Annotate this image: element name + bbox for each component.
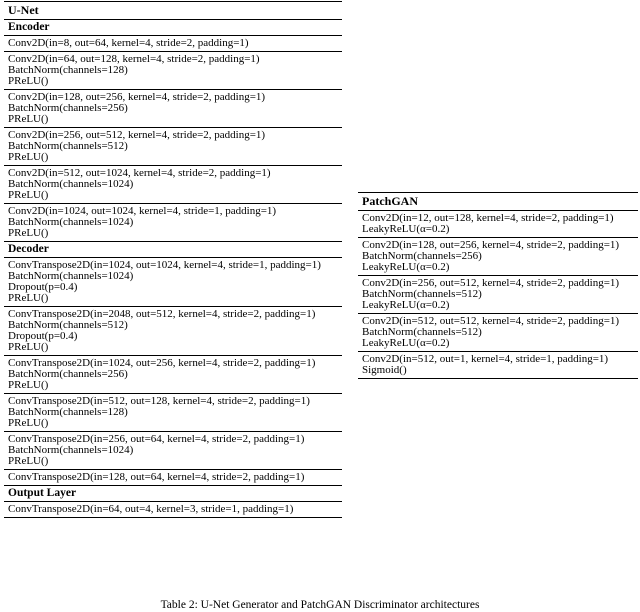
encoder-header: Encoder bbox=[4, 20, 342, 36]
decoder-blocks bbox=[4, 258, 342, 485]
layer-block bbox=[4, 258, 342, 307]
layer-line: BatchNorm(channels=128) bbox=[8, 406, 128, 418]
layer-line: Conv2D(in=256, out=512, kernel=4, stride=2, padding=1) bbox=[8, 129, 266, 141]
layer-block bbox=[4, 356, 342, 394]
layer-block bbox=[358, 352, 638, 378]
layer-line: PReLU() bbox=[8, 341, 49, 353]
layer-line: ConvTranspose2D(in=1024, out=1024, kernel=4, stride=1, padding=1) bbox=[8, 259, 321, 271]
layer-line: ConvTranspose2D(in=512, out=128, kernel=4, stride=2, padding=1) bbox=[8, 395, 310, 407]
table-caption: Table 2: U-Net Generator and PatchGAN Discriminator architectures bbox=[160, 599, 480, 611]
layer-line: ConvTranspose2D(in=128, out=64, kernel=4, stride=2, padding=1) bbox=[8, 471, 305, 483]
layer-block bbox=[4, 36, 342, 52]
layer-line: PReLU() bbox=[8, 379, 49, 391]
layer-line: BatchNorm(channels=128) bbox=[8, 64, 128, 76]
layer-block bbox=[358, 276, 638, 314]
layer-block bbox=[4, 52, 342, 90]
layer-line: Sigmoid() bbox=[362, 364, 407, 376]
patchgan-table bbox=[358, 192, 638, 379]
layer-line: Conv2D(in=8, out=64, kernel=4, stride=2, padding=1) bbox=[8, 37, 249, 49]
layer-line: Conv2D(in=256, out=512, kernel=4, stride=2, padding=1) bbox=[362, 277, 620, 289]
layer-block bbox=[358, 314, 638, 352]
layer-line: Conv2D(in=64, out=128, kernel=4, stride=2, padding=1) bbox=[8, 53, 260, 65]
decoder-header: Decoder bbox=[4, 241, 342, 258]
layer-line: PReLU() bbox=[8, 75, 49, 87]
layer-block bbox=[4, 90, 342, 128]
layer-line: BatchNorm(channels=256) bbox=[362, 250, 482, 262]
layer-line: PReLU() bbox=[8, 227, 49, 239]
layer-line: PReLU() bbox=[8, 113, 49, 125]
layer-block bbox=[358, 211, 638, 238]
patchgan-title: PatchGAN bbox=[358, 193, 638, 211]
layer-line: LeakyReLU(α=0.2) bbox=[362, 337, 450, 349]
layer-line: Conv2D(in=12, out=128, kernel=4, stride=2, padding=1) bbox=[362, 212, 614, 224]
layer-line: PReLU() bbox=[8, 455, 49, 467]
layer-block bbox=[4, 502, 342, 517]
unet-table bbox=[4, 1, 342, 518]
layer-line: LeakyReLU(α=0.2) bbox=[362, 261, 450, 273]
layer-line: PReLU() bbox=[8, 292, 49, 304]
layer-line: LeakyReLU(α=0.2) bbox=[362, 299, 450, 311]
unet-title: U-Net bbox=[4, 2, 342, 20]
layer-line: ConvTranspose2D(in=256, out=64, kernel=4, stride=2, padding=1) bbox=[8, 433, 305, 445]
layer-line: BatchNorm(channels=512) bbox=[8, 319, 128, 331]
layer-line: PReLU() bbox=[8, 151, 49, 163]
patchgan-blocks bbox=[358, 211, 638, 378]
layer-line: ConvTranspose2D(in=64, out=4, kernel=3, stride=1, padding=1) bbox=[8, 503, 294, 515]
layer-line: Dropout(p=0.4) bbox=[8, 330, 78, 342]
layer-line: BatchNorm(channels=512) bbox=[8, 140, 128, 152]
output-layer-header: Output Layer bbox=[4, 485, 342, 502]
layer-line: Conv2D(in=512, out=1024, kernel=4, stride=2, padding=1) bbox=[8, 167, 271, 179]
layer-line: Conv2D(in=128, out=256, kernel=4, stride=2, padding=1) bbox=[362, 239, 620, 251]
layer-line: Conv2D(in=512, out=512, kernel=4, stride=2, padding=1) bbox=[362, 315, 620, 327]
layer-block bbox=[4, 204, 342, 241]
layer-block bbox=[4, 432, 342, 470]
layer-block bbox=[4, 394, 342, 432]
layer-line: ConvTranspose2D(in=1024, out=256, kernel=4, stride=2, padding=1) bbox=[8, 357, 316, 369]
layer-line: Conv2D(in=512, out=1, kernel=4, stride=1, padding=1) bbox=[362, 353, 609, 365]
layer-line: BatchNorm(channels=256) bbox=[8, 368, 128, 380]
layer-block bbox=[4, 128, 342, 166]
layer-block bbox=[4, 166, 342, 204]
layer-line: LeakyReLU(α=0.2) bbox=[362, 223, 450, 235]
layer-line: BatchNorm(channels=1024) bbox=[8, 270, 134, 282]
layer-line: BatchNorm(channels=256) bbox=[8, 102, 128, 114]
layer-line: BatchNorm(channels=1024) bbox=[8, 178, 134, 190]
layer-line: BatchNorm(channels=1024) bbox=[8, 216, 134, 228]
layer-line: Conv2D(in=128, out=256, kernel=4, stride=2, padding=1) bbox=[8, 91, 266, 103]
encoder-blocks bbox=[4, 36, 342, 241]
layer-block bbox=[4, 307, 342, 356]
layer-block bbox=[358, 238, 638, 276]
output-blocks bbox=[4, 502, 342, 517]
layer-line: BatchNorm(channels=512) bbox=[362, 326, 482, 338]
layer-line: PReLU() bbox=[8, 417, 49, 429]
layer-block bbox=[4, 470, 342, 485]
layer-line: ConvTranspose2D(in=2048, out=512, kernel=4, stride=2, padding=1) bbox=[8, 308, 316, 320]
layer-line: Conv2D(in=1024, out=1024, kernel=4, stride=1, padding=1) bbox=[8, 205, 277, 217]
layer-line: Dropout(p=0.4) bbox=[8, 281, 78, 293]
layer-line: BatchNorm(channels=512) bbox=[362, 288, 482, 300]
layer-line: PReLU() bbox=[8, 189, 49, 201]
layer-line: BatchNorm(channels=1024) bbox=[8, 444, 134, 456]
